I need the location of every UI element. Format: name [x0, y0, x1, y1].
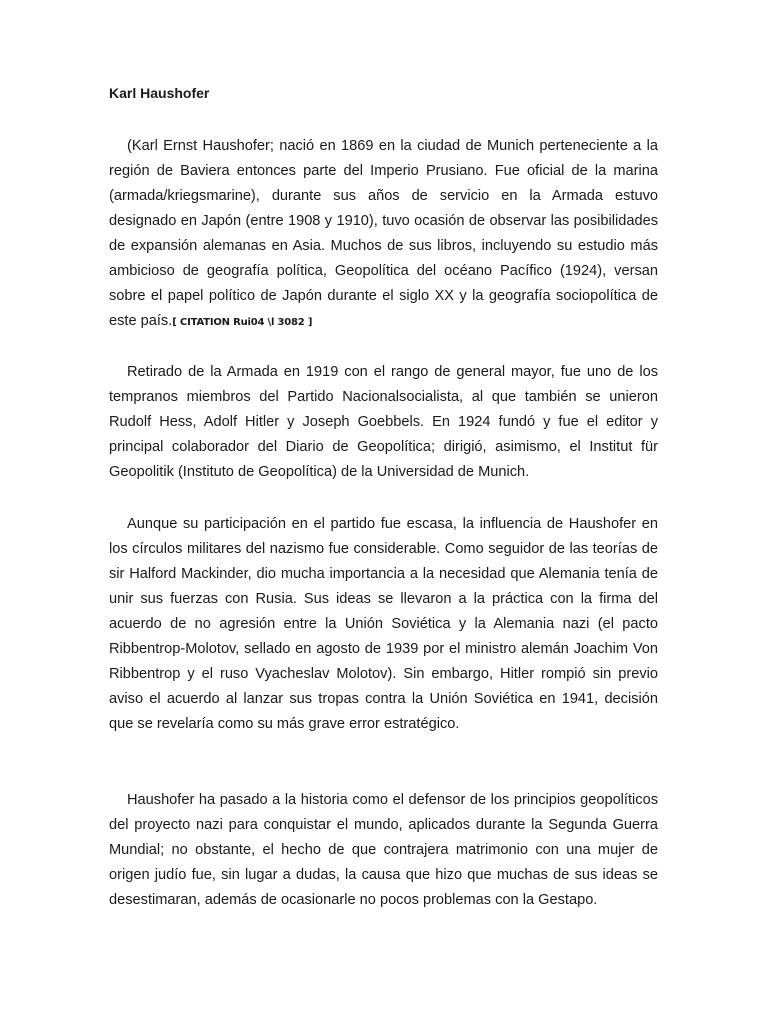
- paragraph-3: [109, 512, 658, 737]
- paragraph-2-text: Retirado de la Armada en 1919 con el rango de general mayor, fue uno de los tempranos miembros del Partido Nacionalsocialista, al que también se unieron Rudolf Hess, Adolf Hitler y Joseph Goebbels. En 1924 fundó y fue el editor y principal colaborador del Diario de Geopolítica; dirigió, asimismo, el Institut für Geopolitik (Instituto de Geopolítica) de la Universidad de Munich.: [109, 364, 658, 480]
- paragraph-3-text: Aunque su participación en el partido fue escasa, la influencia de Haushofer en los círculos militares del nazismo fue considerable. Como seguidor de las teorías de sir Halford Mackinder, dio mucha importancia a la necesidad que Alemania tenía de unir sus fuerzas con Rusia. Sus ideas se llevaron a la práctica con la firma del acuerdo de no agresión entre la Unión Soviética y la Alemania nazi (el pacto Ribbentrop-Molotov, sellado en agosto de 1939 por el ministro alemán Joachim Von Ribbentrop y el ruso Vyacheslav Molotov). Sin embargo, Hitler rompió sin previo aviso el acuerdo al lanzar sus tropas contra la Unión Soviética en 1941, decisión que se revelaría como su más grave error estratégico.: [109, 516, 658, 732]
- paragraph-4-text: Haushofer ha pasado a la historia como el defensor de los principios geopolíticos del proyecto nazi para conquistar el mundo, aplicados durante la Segunda Guerra Mundial; no obstante, el hecho de que contrajera matrimonio con una mujer de origen judío fue, sin lugar a dudas, la causa que hizo que muchas de sus ideas se desestimaran, además de ocasionarle no pocos problemas con la Gestapo.: [109, 792, 658, 908]
- citation-field: [ CITATION Rui04 \l 3082 ]: [172, 317, 313, 328]
- paragraph-2: [109, 360, 658, 485]
- paragraph-4: [109, 788, 658, 913]
- document-title: Karl Haushofer: [109, 85, 210, 101]
- paragraph-1: [109, 134, 658, 335]
- paragraph-1-text: (Karl Ernst Haushofer; nació en 1869 en la ciudad de Munich perteneciente a la región de Baviera entonces parte del Imperio Prusiano. Fue oficial de la marina (armada/kriegsmarine), durante sus años de servicio en la Armada estuvo designado en Japón (entre 1908 y 1910), tuvo ocasión de observar las posibilidades de expansión alemanas en Asia. Muchos de sus libros, incluyendo su estudio más ambicioso de geografía política, Geopolítica del océano Pacífico (1924), versan sobre el papel político de Japón durante el siglo XX y la geografía sociopolítica de este país.: [109, 138, 658, 329]
